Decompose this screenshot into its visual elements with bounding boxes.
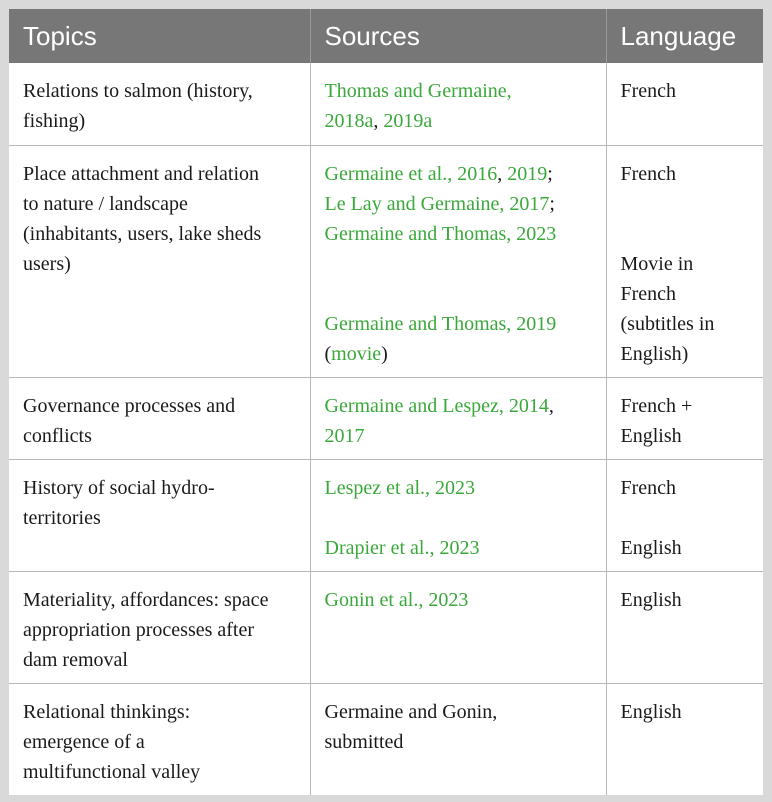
language-cell: English [620, 700, 682, 723]
source-link[interactable]: 2017 [324, 424, 365, 447]
separator: ( [324, 342, 332, 365]
topic-line: territories [23, 506, 101, 529]
separator: , [373, 110, 384, 132]
topic-line: appropriation processes after [23, 618, 255, 641]
topic-line: multifunctional valley [23, 760, 201, 783]
separator: ; [549, 192, 555, 215]
language-cell [606, 459, 763, 571]
topic-line: fishing) [23, 110, 86, 132]
separator: ; [547, 162, 553, 185]
sources-cell [310, 571, 606, 683]
header-sources: Sources [310, 9, 606, 63]
source-link[interactable]: 2018a [324, 110, 374, 132]
source-link[interactable]: Gonin et al., 2023 [324, 588, 469, 611]
topic-line: Governance processes and [23, 394, 236, 417]
source-link[interactable]: Germaine et al., 2016 [324, 162, 498, 185]
topic-line: Materiality, affordances: space [23, 588, 269, 611]
topic-cell [9, 377, 310, 459]
language-cell [606, 377, 763, 459]
topic-line: Relations to salmon (history, [23, 80, 253, 102]
language-line: English) [620, 342, 689, 365]
topic-cell [9, 459, 310, 571]
language-line: French [620, 282, 677, 305]
source-link[interactable]: Germaine and Thomas, 2023 [324, 222, 557, 245]
header-row [9, 9, 763, 63]
topic-line: to nature / landscape [23, 192, 188, 215]
topic-cell [9, 145, 310, 377]
header-language: Language [606, 9, 763, 63]
sources-cell [310, 145, 606, 377]
header-topics: Topics [9, 9, 310, 63]
table-row [9, 377, 763, 459]
table-row [9, 145, 763, 377]
table-row [9, 683, 763, 795]
language-line: (subtitles in [620, 312, 715, 335]
language-line: English [620, 424, 682, 447]
topic-cell [9, 63, 310, 145]
topic-cell [9, 571, 310, 683]
sources-cell [310, 63, 606, 145]
language-line: French + [620, 394, 693, 417]
source-link[interactable]: Lespez et al., 2023 [324, 476, 475, 499]
separator: , [548, 394, 554, 417]
topic-line: Place attachment and relation [23, 162, 260, 185]
separator: , [497, 162, 508, 185]
source-link[interactable]: Germaine and Lespez, 2014 [324, 394, 549, 417]
source-link[interactable]: 2019 [507, 162, 548, 185]
topic-line: Relational thinkings: [23, 700, 191, 723]
source-text: Germaine and Gonin, [324, 700, 498, 723]
language-line: French [620, 162, 677, 185]
source-link[interactable]: 2019a [383, 110, 433, 132]
language-line: English [620, 536, 682, 559]
topic-line: (inhabitants, users, lake sheds [23, 222, 262, 245]
language-line: French [620, 476, 677, 499]
source-link[interactable]: Drapier et al., 2023 [324, 536, 480, 559]
topic-line: History of social hydro- [23, 476, 215, 499]
topic-cell [9, 683, 310, 795]
topic-line: dam removal [23, 648, 128, 671]
sources-cell [310, 683, 606, 795]
table-row [9, 459, 763, 571]
source-link[interactable]: movie [331, 342, 382, 365]
topic-line: users) [23, 252, 71, 275]
sources-cell [310, 459, 606, 571]
source-link[interactable]: Thomas and Germaine, [324, 80, 512, 102]
separator: ) [381, 342, 388, 365]
table-row [9, 571, 763, 683]
language-cell: French [606, 63, 763, 145]
topic-line: emergence of a [23, 730, 145, 753]
source-text: submitted [324, 730, 404, 753]
language-cell [606, 145, 763, 377]
source-link[interactable]: Germaine and Thomas, 2019 [324, 312, 557, 335]
source-link[interactable]: Le Lay and Germaine, 2017 [324, 192, 550, 215]
table-row [9, 63, 763, 145]
topic-line: conflicts [23, 424, 92, 447]
topics-sources-table [9, 9, 763, 795]
language-line: Movie in [620, 252, 694, 275]
sources-cell [310, 377, 606, 459]
language-cell: English [606, 571, 763, 683]
